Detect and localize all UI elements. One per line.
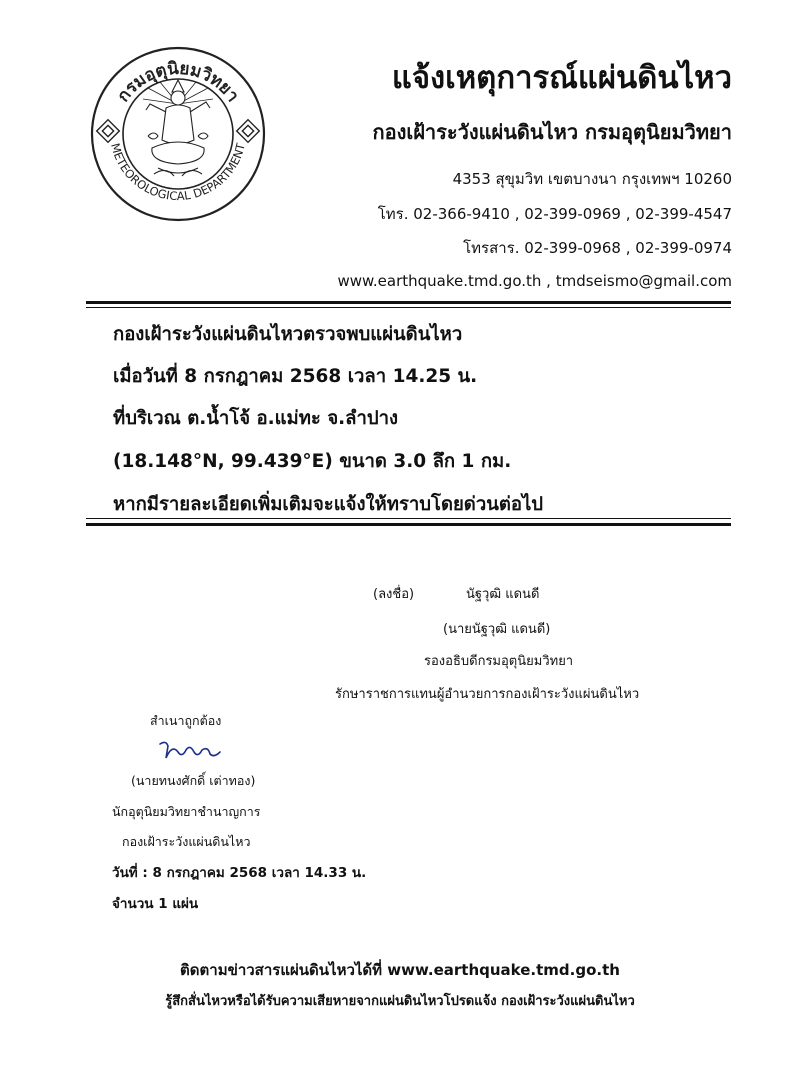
web-email-line: www.earthquake.tmd.go.th , tmdseismo@gmail.com: [337, 272, 732, 290]
certifier-division: กองเฝ้าระวังแผ่นดินไหว: [122, 834, 251, 849]
seal-arc-bottom-text: METEOROLOGICAL DEPARTMENT: [108, 141, 248, 204]
issue-date: [112, 861, 366, 883]
certifier-name: (นายทนงศักดิ์ เต่าทอง): [131, 773, 256, 788]
notice-line-3: ที่บริเวณ ต.น้ำโจ้ อ.แม่ทะ จ.ลำปาง: [113, 408, 399, 429]
address-line: 4353 สุขุมวิท เขตบางนา กรุงเทพฯ 10260: [452, 170, 732, 188]
footer-follow-news: ติดตามข่าวสารแผ่นดินไหวได้ที่ www.earthquake.tmd.go.th: [180, 961, 620, 979]
top-rule-thick: [86, 301, 731, 304]
certified-copy-label: สำเนาถูกต้อง: [150, 713, 222, 728]
issue-date-label: วันที่: [112, 865, 138, 881]
certifier-handwritten-signature: [158, 738, 228, 766]
certifier-position: นักอุตุนิยมวิทยาชำนาญการ: [112, 804, 261, 819]
bottom-rule-thin: [86, 518, 731, 519]
phone-line: โทร. 02-366-9410 , 02-399-0969 , 02-399-4547: [377, 205, 732, 223]
notice-line-4: (18.148°N, 99.439°E) ขนาด 3.0 ลึก 1 กม.: [113, 451, 512, 472]
signer-position: รองอธิบดีกรมอุตุนิยมวิทยา: [424, 654, 574, 669]
agency-name: กองเฝ้าระวังแผ่นดินไหว กรมอุตุนิยมวิทยา: [372, 120, 732, 144]
signed-name: นัฐวุฒิ แดนดี: [466, 587, 540, 602]
meteorological-department-seal: [88, 44, 268, 224]
handwritten-signature-icon: [158, 738, 228, 762]
seal-right-ornament-icon: [237, 120, 260, 143]
signer-acting-position: รักษาราชการแทนผู้อำนวยการกองเฝ้าระวังแผ่นดินไหว: [335, 687, 640, 702]
signer-name: (นายนัฐวุฒิ แดนดี): [443, 622, 551, 637]
fax-line: โทรสาร. 02-399-0968 , 02-399-0974: [463, 239, 732, 257]
document-title: แจ้งเหตุการณ์แผ่นดินไหว: [391, 60, 732, 96]
sign-label: (ลงชื่อ): [373, 587, 415, 602]
footer-report-notice: รู้สึกสั่นไหวหรือได้รับความเสียหายจากแผ่นดินไหวโปรดแจ้ง กองเฝ้าระวังแผ่นดินไหว: [165, 994, 635, 1009]
bottom-rule-thick: [86, 523, 731, 526]
notice-line-2: เมื่อวันที่ 8 กรกฎาคม 2568 เวลา 14.25 น.: [113, 366, 478, 387]
issue-date-value: : 8 กรกฎาคม 2568 เวลา 14.33 น.: [137, 865, 367, 881]
seal-deity-figure-icon: [143, 80, 213, 176]
seal-left-ornament-icon: [97, 120, 120, 143]
top-rule-thin: [86, 307, 731, 308]
page-count: จำนวน 1 แผ่น: [112, 896, 199, 912]
notice-line-5: หากมีรายละเอียดเพิ่มเติมจะแจ้งให้ทราบโดยด่วนต่อไป: [113, 494, 544, 515]
notice-line-1: กองเฝ้าระวังแผ่นดินไหวตรวจพบแผ่นดินไหว: [113, 324, 463, 345]
seal-arc-top-text: กรมอุตุนิยมวิทยา: [113, 58, 243, 106]
